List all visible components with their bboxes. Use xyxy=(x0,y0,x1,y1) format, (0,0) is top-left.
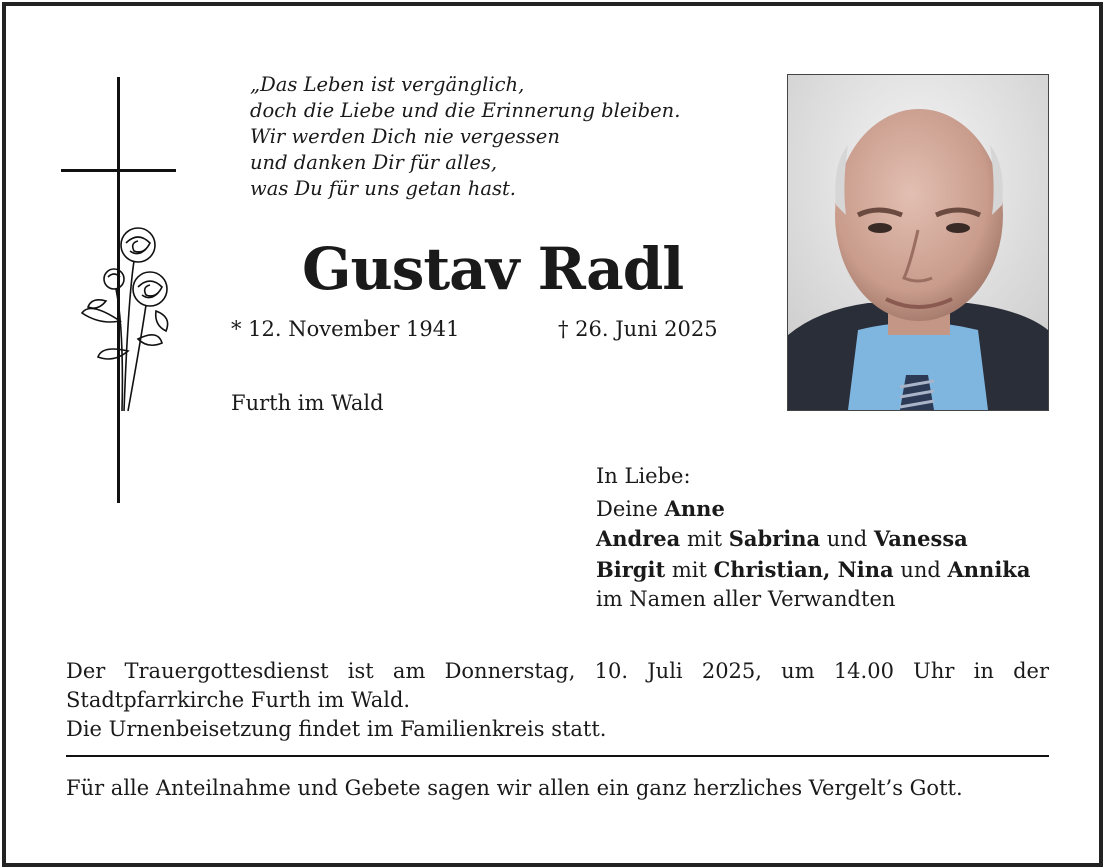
roses-icon xyxy=(76,221,176,416)
mourner-name: Vanessa xyxy=(873,526,968,551)
poem xyxy=(250,72,680,202)
poem-line: Wir werden Dich nie vergessen xyxy=(250,125,560,148)
mourner-line xyxy=(596,524,1030,555)
mourner-line xyxy=(596,494,1030,525)
divider xyxy=(66,755,1049,757)
mourners-intro: In Liebe: xyxy=(596,464,691,488)
service-line: Stadtpfarrkirche Furth im Wald. xyxy=(66,688,411,712)
service-info xyxy=(66,657,1049,744)
poem-line: doch die Liebe und die Erinnerung bleiben. xyxy=(250,99,681,122)
mourner-text: Deine xyxy=(596,496,665,521)
birth-date: * 12. November 1941 xyxy=(231,317,460,341)
portrait-photo xyxy=(787,74,1049,411)
mourner-name: Anne xyxy=(664,495,725,521)
deceased-name: Gustav Radl xyxy=(302,235,684,303)
mourner-name: Christian, Nina xyxy=(713,556,894,582)
mourner-text: und xyxy=(893,557,948,582)
residence-place: Furth im Wald xyxy=(231,391,384,415)
mourner-name: Sabrina xyxy=(728,526,821,551)
poem-line: und danken Dir für alles, xyxy=(250,151,498,174)
mourner-text: und xyxy=(820,527,874,551)
death-date: † 26. Juni 2025 xyxy=(558,317,718,341)
mourner-name: Birgit xyxy=(596,556,666,582)
portrait-illustration xyxy=(788,75,1048,410)
mourners-list xyxy=(596,462,1030,615)
mourner-text: mit xyxy=(665,557,714,582)
service-line: Der Trauergottesdienst ist am Donnerstag, 10. Juli 2025, um 14.00 Uhr in der xyxy=(66,659,1049,683)
mourner-line: im Namen aller Verwandten xyxy=(596,587,896,611)
thanks-line: Für alle Anteilnahme und Gebete sagen wir allen ein ganz herzliches Vergelt’s Gott. xyxy=(66,776,963,800)
mourner-line xyxy=(596,555,1030,586)
service-line: Die Urnenbeisetzung findet im Familienkreis statt. xyxy=(66,717,607,741)
mourner-name: Annika xyxy=(947,556,1031,582)
obituary-notice xyxy=(2,2,1103,867)
mourner-name: Andrea xyxy=(596,526,681,551)
poem-line: was Du für uns getan hast. xyxy=(250,177,517,200)
cross-horizontal-bar xyxy=(61,169,176,172)
mourner-text: mit xyxy=(680,527,729,551)
poem-line: „Das Leben ist vergänglich, xyxy=(250,73,525,96)
